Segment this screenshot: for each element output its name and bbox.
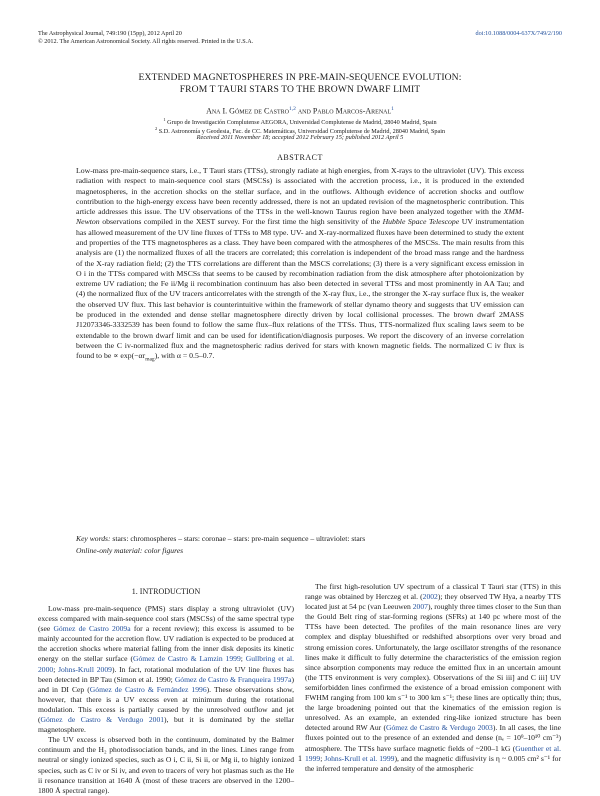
text-run: ); they observed TW Hya, a nearby TTS located just at 54 pc (van Leeuwen: [305, 592, 561, 612]
citation-link[interactable]: Gómez de Castro & Fernández 1996: [89, 684, 207, 694]
author-2: Pablo Marcos-Arenal: [312, 106, 392, 116]
author-and: and: [295, 106, 313, 116]
keywords-text: stars: chromospheres – stars: coronae – stars: pre-main sequence – ultraviolet: stars: [110, 534, 366, 543]
text-run: The first high-resolution UV spectrum of a classical T Tauri star (TTS) in this range was obtained by Herczeg et al. (: [305, 582, 561, 602]
affil-1-mark: 1: [163, 117, 166, 122]
copyright-line: © 2012. The American Astronomical Society. All rights reserved. Printed in the U.S.A.: [38, 38, 254, 45]
journal-line: The Astrophysical Journal, 749:190 (15pp), 2012 April 20: [38, 30, 182, 37]
keywords: [76, 534, 524, 543]
citation-link[interactable]: Gómez de Castro & Franqueira 1997a: [174, 674, 292, 684]
affil-1-text: Grupo de Investigación Complutense AEGORA, Universidad Complutense de Madrid, 28040 Madrid, Spain: [167, 119, 437, 127]
affil-2-mark: 2: [154, 126, 158, 131]
text-run: ;: [320, 753, 325, 763]
text-run: ) and in DI Cep (: [38, 674, 294, 694]
citation-link[interactable]: 2007: [412, 602, 428, 612]
title-line-2: FROM T TAURI STARS TO THE BROWN DWARF LIMIT: [179, 84, 421, 95]
doi-header: [476, 30, 562, 38]
section-1-heading: 1. INTRODUCTION: [131, 587, 201, 596]
citation-link[interactable]: Johns-Krull et al. 1999: [324, 753, 395, 763]
intro-paragraph-1: [38, 604, 294, 735]
citation-link[interactable]: Gómez de Castro 2009a: [53, 624, 131, 634]
intro-paragraph-3: [305, 582, 561, 774]
author-2-affil[interactable]: 1: [391, 106, 394, 112]
abstract-part-3: UV instrumentation has allowed measurement of the UV line fluxes of TTSs to M8 type. UV- and X-ray-normalized fluxes have been determined to study the extent and properties of the TTS magnetospheres as a class. They have been compared with the atmospheres of the MSCSs. The main results from this analysis are (1) the normalized fluxes of all the tracers are correlated; this correlation is independent of the broad mass range and the hardness of the X-ray radiation field; (2) the TTS correlations are different than the MSCS correlations; (3) there is a very significant excess emission in O i in the TTSs compared with MSCSs that seems to be caused by recombination radiation from the disk atmosphere after photoionization by extreme UV radiation; the Fe ii/Mg ii recombination continuum has also been detected in several TTSs and most prominently in AA Tau; and (4) the normalized flux of the UV tracers anticorrelates with the strength of the X-ray flux, i.e., the stronger the X-ray surface flux is, the weaker the observed UV flux. This last behavior is counterintuitive within the framework of stellar dynamo theory and suggests that UV emission can be produced in the extended and dense stellar magnetosphere directly driven by local collisional processes. The brown dwarf 2MASS J12073346-3332539 has been found to follow the same flux–flux relations of the TTSs. Thus, TTS-normalized flux scaling laws seem to be extendable to the brown dwarf limit and can be used for identification/diagnosis purposes. We report the discovery of an inverse correlation between the C iv-normalized flux and the magnetospheric radius derived for stars with known magnetic fields. The normalized C iv flux is found to be ∝ exp(−αr: [76, 217, 524, 361]
text-run: for a recent review); this excess is assumed to be mainly accounted for the accretion flow. UV radiation is expected to be produced at the accretion shocks where material falling from the inner disk deposits its kinetic energy on the stellar surface (: [38, 624, 294, 664]
intro-paragraph-2: The UV excess is observed both in the continuum, dominated by the Balmer continuum and the H₂ photodissociation bands, and in the lines. Lines range from neutral or singly ionized species, such as O i, C ii, Si ii, or Mg ii, to highly ionized species, such as C iv or Si iv, and even to tracers of very hot plasmas such as the He ii resonance transition at 1640 Å (most of these tracers are observed in the 1200–1800 Å spectral range).: [38, 735, 294, 795]
text-run: Low-mass pre-main-sequence (PMS) stars display a strong ultraviolet (UV) excess compared with main-sequence cool stars (MSCSs) of the same spectral type (see: [38, 604, 294, 634]
abstract-text: [76, 166, 524, 365]
page-number: 1: [298, 754, 302, 763]
citation-link[interactable]: Johns-Krull 2009: [58, 664, 112, 674]
running-header: [38, 30, 253, 46]
abstract-sub: mag: [145, 356, 155, 363]
abstract-xmm: XMM-Newton: [76, 207, 524, 227]
citation-link[interactable]: Gullbring et al. 2000: [38, 654, 294, 674]
keywords-label: Key words:: [76, 534, 111, 543]
text-run: ). In fact, rotational modulation of the UV line fluxes has been detected in BP Tau (Simon et al. 1990;: [38, 664, 294, 684]
author-1-affil[interactable]: 1,2: [288, 106, 296, 112]
citation-link[interactable]: Guenther et al. 1999: [305, 743, 561, 763]
citation-link[interactable]: 2002: [422, 592, 438, 602]
received-dates: Received 2011 November 18; accepted 2012 February 15; published 2012 April 5: [196, 134, 404, 141]
affil-2-text: S.D. Astronomía y Geodesia, Fac. de CC. Matemáticas, Universidad Complutense de Madrid, 28040 Madrid, Spain: [158, 128, 446, 136]
doi-link[interactable]: doi:10.1088/0004-637X/749/2/190: [475, 30, 562, 37]
author-list: [60, 104, 540, 117]
abstract-part-2: observations compiled in the XEST survey. For the first time the high sensitivity of the: [99, 217, 383, 227]
paper-title: [60, 72, 540, 96]
title-line-1: EXTENDED MAGNETOSPHERES IN PRE-MAIN-SEQUENCE EVOLUTION:: [138, 72, 462, 83]
text-run: ;: [240, 654, 246, 664]
intro-right-column: [305, 582, 561, 774]
abstract-heading: ABSTRACT: [277, 153, 323, 162]
abstract-hst: Hubble Space Telescope: [382, 217, 460, 227]
author-1: Ana I. Gómez de Castro: [206, 106, 289, 116]
text-run: ). In all cases, the line fluxes pointed out to the presence of an extended and dense (nₑ = 10⁹–10¹⁰ cm⁻³) atmosphere. The TTSs have surface magnetic fields of ~200–1 kG (: [305, 723, 561, 753]
text-run: ). These observations show, however, that there is a UV excess even at minimum during the rotational modulation. This excess is partially caused by the unresolved outflow and jet (: [38, 684, 294, 725]
abstract-part-4: ), with α = 0.5–0.7.: [154, 351, 215, 361]
online-material: [76, 546, 524, 555]
text-run: ;: [53, 664, 59, 674]
citation-link[interactable]: Gómez de Castro & Verdugo 2003: [385, 723, 493, 733]
text-run: ), and the magnetic diffusivity is η ~ 0.005 cm² s⁻¹ for the inferred temperature and density of the atmospheric: [305, 753, 561, 773]
text-run: ), roughly three times closer to the Sun than the Gould Belt ring of star-forming regions (SFRs) at 140 pc where most of the TTSs have been detected. The profiles of the main resonance lines are very complex and display blueshifted or redshifted absorptions over very broad and strong emission cores. Unfortunately, the large oscillator strengths of the resonance lines make it difficult to fully determine the characteristics of the emission region since absorption components may reduce the emitted flux in an uncertain amount (the TTS environment is very complex). Observations of the Si iii] and C iii] UV semiforbidden lines confirmed the existence of a broad emission component with FWHM ranging from 100 km s⁻¹ to 300 km s⁻¹; these lines are optically thin; thus, the large broadening pointed out that the kinematics of the emission region is unresolved. As an example, an extended ring-like ionized structure has been detected around RW Aur (: [305, 602, 562, 733]
online-material-text: Online-only material: color figures: [76, 546, 184, 555]
citation-link[interactable]: Gómez de Castro & Lamzin 1999: [132, 654, 241, 664]
intro-left-column: [38, 604, 294, 796]
text-run: ), but it is dominated by the stellar magnetosphere.: [38, 715, 294, 735]
citation-link[interactable]: Gómez de Castro & Verdugo 2001: [40, 715, 165, 725]
abstract-part-1: Low-mass pre-main-sequence stars, i.e., T Tauri stars (TTSs), strongly radiate at high energies, from X-rays to the ultraviolet (UV). This excess radiation with respect to main-sequence cool stars (MSCSs) is associated with the accretion process, i.e., it is produced in the extended magnetospheres, in the accretion shocks on the stellar surface, and in the outflows. Although evidence of accretion shocks and outflow contribution to the high-energy excess have been recently addressed, there is not an updated revision of the magnetospheric contribution. This article addresses this issue. The UV observations of the TTSs in the well-known Taurus region have been analyzed together with the: [76, 166, 524, 217]
